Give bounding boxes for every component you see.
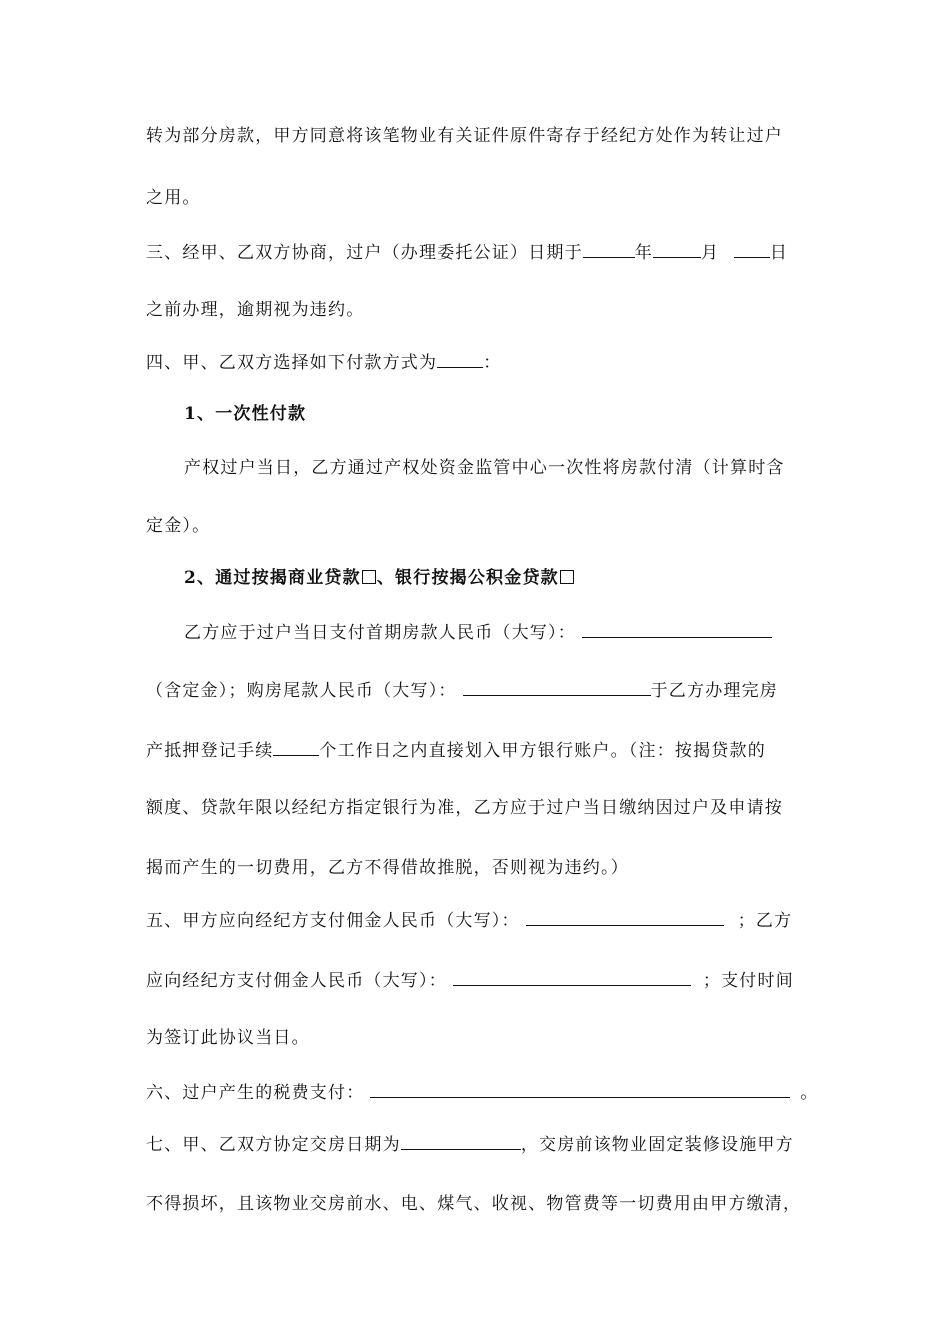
month-label: 月 [701, 243, 720, 263]
option-2-line3-a: 产抵押登记手续 [146, 741, 274, 761]
provident-fund-loan-checkbox[interactable] [560, 570, 574, 584]
down-payment-blank[interactable] [582, 620, 772, 638]
option-2-line2 [146, 678, 826, 703]
option-2-line1-text: 乙方应于过户当日支付首期房款人民币（大写）： [184, 623, 576, 643]
clause-7-line1-b: ，交房前该物业固定装修设施甲方 [520, 1135, 794, 1155]
option-2-line5: 揭而产生的一切费用，乙方不得借故推脱，否则视为违约。） [146, 858, 629, 878]
year-label: 年 [634, 243, 654, 263]
final-payment-blank[interactable] [463, 678, 651, 696]
clause-5-line1-a: 五、甲方应向经纪方支付佣金人民币（大写）： [146, 911, 520, 931]
option-1-line1: 产权过户当日，乙方通过产权处资金监管中心一次性将房款付清（计算时含 [184, 458, 785, 478]
option-2-title-b: 、银行按揭公积金贷款 [376, 568, 559, 588]
handover-date-blank[interactable] [401, 1132, 521, 1150]
clause-3-line2: 之前办理，逾期视为违约。 [146, 300, 365, 320]
party-b-commission-blank[interactable] [453, 968, 691, 986]
clause-7-line1 [146, 1132, 826, 1157]
tax-payment-blank[interactable] [370, 1080, 790, 1098]
clause-5-line1 [146, 908, 826, 933]
option-1-line2: 定金）。 [146, 516, 211, 536]
clause-4-end: ： [483, 353, 502, 373]
option-2-line1 [184, 620, 864, 645]
option-2-line4: 额度、贷款年限以经纪方指定银行为准，乙方应于过户当日缴纳因过户及申请按 [146, 798, 783, 818]
clause-4-text: 四、甲、乙双方选择如下付款方式为 [146, 353, 438, 373]
option-2-line2-b: 于乙方办理完房 [650, 681, 779, 701]
year-blank[interactable] [583, 240, 635, 258]
clause-3-line1 [146, 240, 826, 265]
month-blank[interactable] [653, 240, 701, 258]
day-blank[interactable] [734, 240, 770, 258]
clause-7-line1-a: 七、甲、乙双方协定交房日期为 [146, 1135, 401, 1155]
clause-6-line [146, 1080, 826, 1105]
clause-5-line2 [146, 968, 826, 993]
party-a-commission-blank[interactable] [526, 908, 724, 926]
day-label: 日 [769, 243, 789, 263]
clause-6-text: 六、过户产生的税费支付： [146, 1083, 365, 1103]
paragraph-line: 之用。 [146, 188, 201, 208]
option-1-title: 1、一次性付款 [184, 404, 307, 424]
option-2-line2-a: （含定金）；购房尾款人民币（大写）： [146, 681, 457, 701]
working-days-blank[interactable] [273, 738, 319, 756]
option-2-title [184, 566, 864, 590]
clause-6-end: 。 [800, 1083, 819, 1103]
option-2-line3 [146, 738, 826, 763]
clause-3-text: 三、经甲、乙双方协商，过户（办理委托公证）日期于 [146, 243, 583, 263]
payment-method-blank[interactable] [437, 350, 483, 368]
commercial-loan-checkbox[interactable] [362, 570, 376, 584]
clause-4-line [146, 350, 826, 375]
option-2-title-a: 2、通过按揭商业贷款 [184, 568, 361, 588]
clause-5-line3: 为签订此协议当日。 [146, 1028, 310, 1048]
clause-5-line2-a: 应向经纪方支付佣金人民币（大写）： [146, 971, 447, 991]
clause-5-line1-b: ；乙方 [737, 911, 793, 931]
clause-7-line2: 不得损坏，且该物业交房前水、电、煤气、收视、物管费等一切费用由甲方缴清， [146, 1194, 802, 1214]
paragraph-line: 转为部分房款，甲方同意将该笔物业有关证件原件寄存于经纪方处作为转让过户 [146, 126, 783, 146]
option-2-line3-b: 个工作日之内直接划入甲方银行账户。（注：按揭贷款的 [319, 741, 766, 761]
clause-5-line2-b: ；支付时间 [702, 971, 794, 991]
